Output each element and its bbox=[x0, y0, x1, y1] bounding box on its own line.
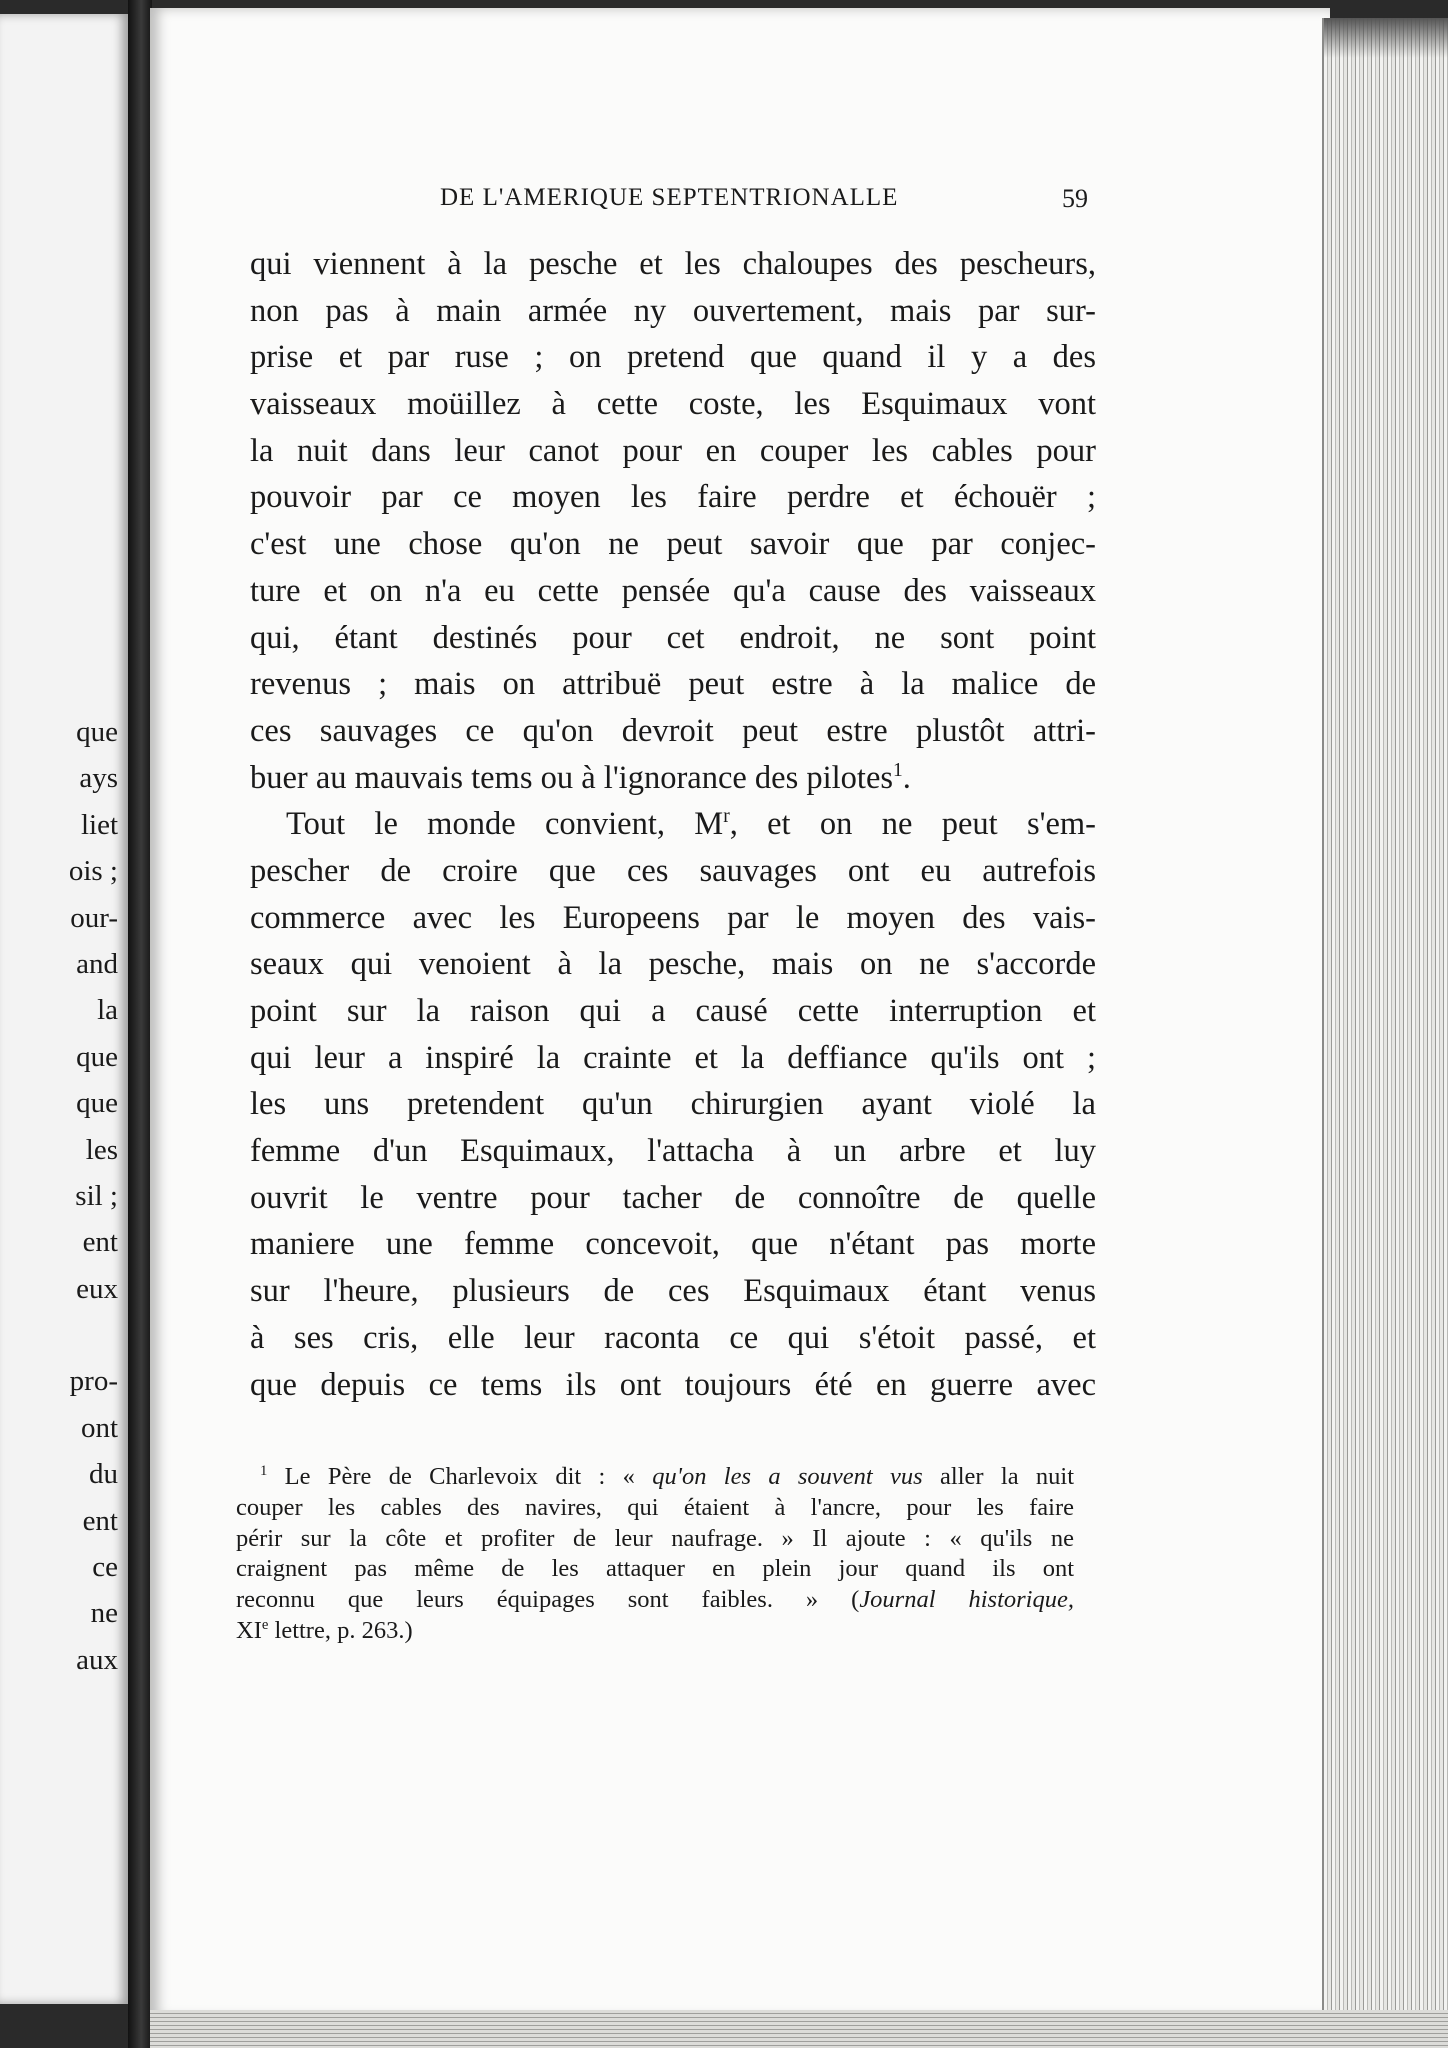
abbreviation: M bbox=[694, 806, 724, 843]
left-page-text-fragments bbox=[69, 709, 118, 1683]
footnote-line: couper les cables des navires, qui étaient à l'ancre, pour les faire bbox=[236, 1493, 1074, 1521]
footnote-line: craignent pas même de les attaquer en plein jour quand ils ont bbox=[236, 1555, 1074, 1583]
footnote-quote: qu'on les a souvent vus bbox=[652, 1463, 923, 1490]
text-line: vaisseaux moüillez à cette coste, les Esquimaux vont bbox=[250, 386, 1096, 423]
text-line: ces sauvages ce qu'on devroit peut estre plustôt attri- bbox=[250, 712, 1096, 749]
text-line: non pas à main armée ny ouvertement, mais par sur- bbox=[250, 292, 1096, 329]
left-page-fragment: and bbox=[76, 947, 118, 980]
footnote-text: Le Père de Charlevoix dit : « bbox=[284, 1463, 635, 1490]
abbreviation-superscript: r bbox=[723, 806, 730, 828]
left-page-fragment bbox=[69, 1312, 118, 1358]
text-line: sur l'heure, plusieurs de ces Esquimaux étant venus bbox=[250, 1273, 1096, 1310]
left-page-fragment: les bbox=[85, 1133, 118, 1166]
left-page-fragment: la bbox=[97, 994, 118, 1027]
footnote-marker: 1 bbox=[260, 1462, 268, 1479]
text-line: femme d'un Esquimaux, l'attacha à un arbre et luy bbox=[250, 1133, 1096, 1170]
left-page-fragment: ent bbox=[82, 1504, 118, 1537]
footnote-line bbox=[236, 1616, 1074, 1647]
left-page-fragment: eux bbox=[76, 1272, 118, 1305]
left-page-fragment: pro- bbox=[69, 1365, 118, 1398]
book-gutter bbox=[128, 0, 152, 2048]
left-page-fragment: que bbox=[76, 1087, 118, 1120]
text-line-content: Tout le monde convient, bbox=[286, 806, 665, 843]
left-page-fragment: ont bbox=[80, 1411, 118, 1444]
left-page-fragment: our- bbox=[70, 901, 118, 934]
left-page-fragment: ent bbox=[82, 1226, 118, 1259]
ordinal-superscript: e bbox=[261, 1616, 269, 1633]
text-line bbox=[250, 755, 1096, 802]
text-line-content: , et on ne peut s'em- bbox=[729, 806, 1096, 843]
left-page-fragment: que bbox=[76, 716, 118, 748]
text-line: pouvoir par ce moyen les faire perdre et échouër ; bbox=[250, 479, 1096, 516]
footnote-text: reconnu que leurs équipages sont faibles. » ( bbox=[236, 1586, 860, 1614]
body-text bbox=[250, 241, 1096, 1408]
bottom-page-edge bbox=[150, 2010, 1448, 2048]
text-line: qui leur a inspiré la crainte et la deffiance qu'ils ont ; bbox=[250, 1039, 1096, 1076]
footnote-reference[interactable]: 1 bbox=[893, 759, 903, 781]
text-line: ture et on n'a eu cette pensée qu'a cause des vaisseaux bbox=[250, 572, 1096, 609]
text-line: ouvrit le ventre pour tacher de connoître de quelle bbox=[250, 1179, 1096, 1216]
left-page-fragment: ois ; bbox=[68, 855, 118, 888]
left-page-fragment: aux bbox=[76, 1643, 118, 1676]
paragraph-first-line bbox=[250, 801, 1096, 848]
left-page-fragment: ays bbox=[79, 762, 118, 795]
footnote-line bbox=[236, 1462, 1074, 1493]
footnote-text: aller la nuit bbox=[940, 1463, 1075, 1490]
footnote-text: lettre, p. 263.) bbox=[268, 1616, 413, 1644]
text-line: la nuit dans leur canot pour en couper les cables pour bbox=[250, 432, 1096, 469]
page-edges bbox=[1322, 18, 1448, 2048]
text-line: commerce avec les Europeens par le moyen des vais- bbox=[250, 899, 1096, 936]
text-line-content: buer au mauvais tems ou à l'ignorance des pilotes bbox=[250, 759, 894, 796]
text-line: maniere une femme concevoit, que n'étant pas morte bbox=[250, 1226, 1096, 1263]
left-page-fragment: liet bbox=[80, 808, 118, 841]
footnote-source-title: Journal historique, bbox=[859, 1586, 1074, 1614]
left-page-fragment: ne bbox=[90, 1597, 118, 1630]
text-line: seaux qui venoient à la pesche, mais on ne s'accorde bbox=[250, 946, 1096, 983]
left-page-fragment: sil ; bbox=[75, 1179, 118, 1212]
left-facing-page bbox=[0, 14, 128, 2004]
footnote bbox=[236, 1462, 1074, 1647]
running-head: DE L'AMERIQUE SEPTENTRIONALLE bbox=[440, 184, 899, 211]
text-line: à ses cris, elle leur raconta ce qui s'étoit passé, et bbox=[250, 1319, 1096, 1356]
punctuation: . bbox=[902, 759, 911, 796]
footnote-text: XI bbox=[236, 1616, 262, 1644]
text-line: c'est une chose qu'on ne peut savoir que par conjec- bbox=[250, 526, 1096, 563]
page-number: 59 bbox=[1062, 184, 1088, 213]
footnote-line bbox=[236, 1585, 1074, 1616]
text-line: point sur la raison qui a causé cette interruption et bbox=[250, 993, 1096, 1029]
left-page-fragment: ce bbox=[92, 1551, 118, 1584]
left-page-fragment: du bbox=[89, 1458, 118, 1491]
text-line: qui viennent à la pesche et les chaloupes des pescheurs, bbox=[250, 246, 1096, 282]
text-line: pescher de croire que ces sauvages ont eu autrefois bbox=[250, 852, 1096, 889]
footnote-line: périr sur la côte et profiter de leur naufrage. » Il ajoute : « qu'ils ne bbox=[236, 1524, 1074, 1552]
text-line: qui, étant destinés pour cet endroit, ne sont point bbox=[250, 619, 1096, 656]
text-line: prise et par ruse ; on pretend que quand il y a des bbox=[250, 339, 1096, 376]
text-line: que depuis ce tems ils ont toujours été en guerre avec bbox=[250, 1366, 1096, 1403]
left-page-fragment: que bbox=[76, 1040, 118, 1073]
text-line: les uns pretendent qu'un chirurgien ayant violé la bbox=[250, 1086, 1096, 1123]
text-line: revenus ; mais on attribuë peut estre à la malice de bbox=[250, 666, 1096, 703]
